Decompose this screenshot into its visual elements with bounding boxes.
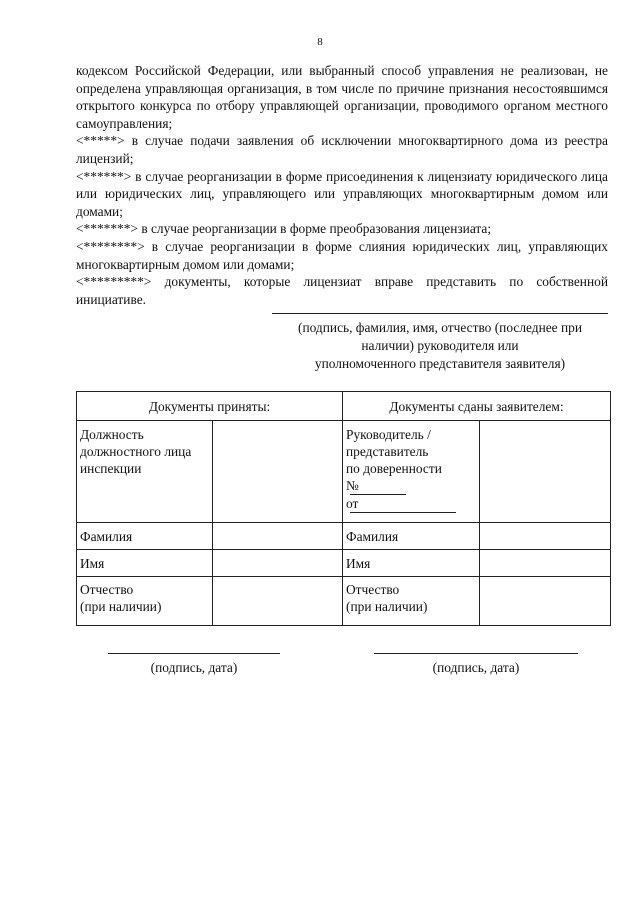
footnotes-text: [76, 62, 608, 308]
inspector-surname-label: Фамилия: [77, 523, 213, 550]
inspector-patronymic-label: Отчество (при наличии): [77, 577, 213, 626]
proxy-number-line: №: [346, 477, 476, 495]
footnote-paragraph: <********> в случае реорганизации в форме слияния юридических лиц, управляющих многоквартирным домом или домами;: [76, 238, 608, 272]
page-number: 8: [317, 36, 323, 48]
applicant-role-field[interactable]: [480, 421, 611, 523]
table-row: [77, 523, 611, 550]
applicant-signature-line[interactable]: [374, 653, 578, 654]
applicant-surname-label: Фамилия: [343, 523, 480, 550]
signature-caption-line: (подпись, фамилия, имя, отчество (последнее при: [297, 320, 583, 335]
inspector-name-field[interactable]: [213, 550, 343, 577]
inspector-name-label: Имя: [77, 550, 213, 577]
table-row: [77, 550, 611, 577]
inspector-position-label: Должность должностного лица инспекции: [77, 421, 213, 523]
table-header-row: [77, 392, 611, 421]
documents-accepted-header: Документы приняты:: [77, 392, 343, 421]
documents-submitted-header: Документы сданы заявителем:: [343, 392, 611, 421]
applicant-signature-block: [270, 313, 610, 373]
proxy-date-line: от: [346, 495, 476, 513]
applicant-role-label: Руководитель / представитель по доверенности № от: [343, 421, 480, 523]
footnote-paragraph: кодексом Российской Федерации, или выбранный способ управления не реализован, не определена управляющая организация, в том числе по причине признания несостоявшимся открытого конкурса по отбору управляющей организации, проводимого органом местного самоуправления;: [76, 63, 608, 131]
table-row: [77, 577, 611, 626]
signature-caption-line: уполномоченного представителя заявителя): [314, 356, 566, 371]
applicant-surname-field[interactable]: [480, 523, 611, 550]
signature-caption: [270, 319, 610, 373]
footnote-paragraph: <*****> в случае подачи заявления об исключении многоквартирного дома из реестра лицензий;: [76, 133, 608, 166]
inspector-signature-caption: (подпись, дата): [150, 660, 238, 675]
applicant-date-signature: [374, 653, 578, 676]
inspector-signature-line[interactable]: [108, 653, 280, 654]
table-row: [77, 421, 611, 523]
applicant-patronymic-label: Отчество (при наличии): [343, 577, 480, 626]
applicant-name-field[interactable]: [480, 550, 611, 577]
footnote-paragraph: <*******> в случае реорганизации в форме преобразования лицензиата;: [76, 221, 492, 237]
inspector-position-field[interactable]: [213, 421, 343, 523]
signature-caption-line: наличии) руководителя или: [361, 338, 519, 353]
applicant-patronymic-field[interactable]: [480, 577, 611, 626]
inspector-patronymic-field[interactable]: [213, 577, 343, 626]
applicant-signature-caption: (подпись, дата): [432, 660, 520, 675]
footnote-paragraph: <******> в случае реорганизации в форме присоединения к лицензиату юридического лица или юридических лиц, управляющего или управляющих многоквартирным домом или домами;: [76, 168, 608, 219]
inspector-surname-field[interactable]: [213, 523, 343, 550]
signature-line[interactable]: [272, 313, 608, 314]
footnote-paragraph: <*********> документы, которые лицензиат вправе представить по собственной инициативе.: [76, 274, 608, 307]
applicant-name-label: Имя: [343, 550, 480, 577]
inspector-date-signature: [108, 653, 280, 676]
documents-table: [76, 391, 611, 626]
proxy-date-blank[interactable]: [350, 512, 456, 513]
